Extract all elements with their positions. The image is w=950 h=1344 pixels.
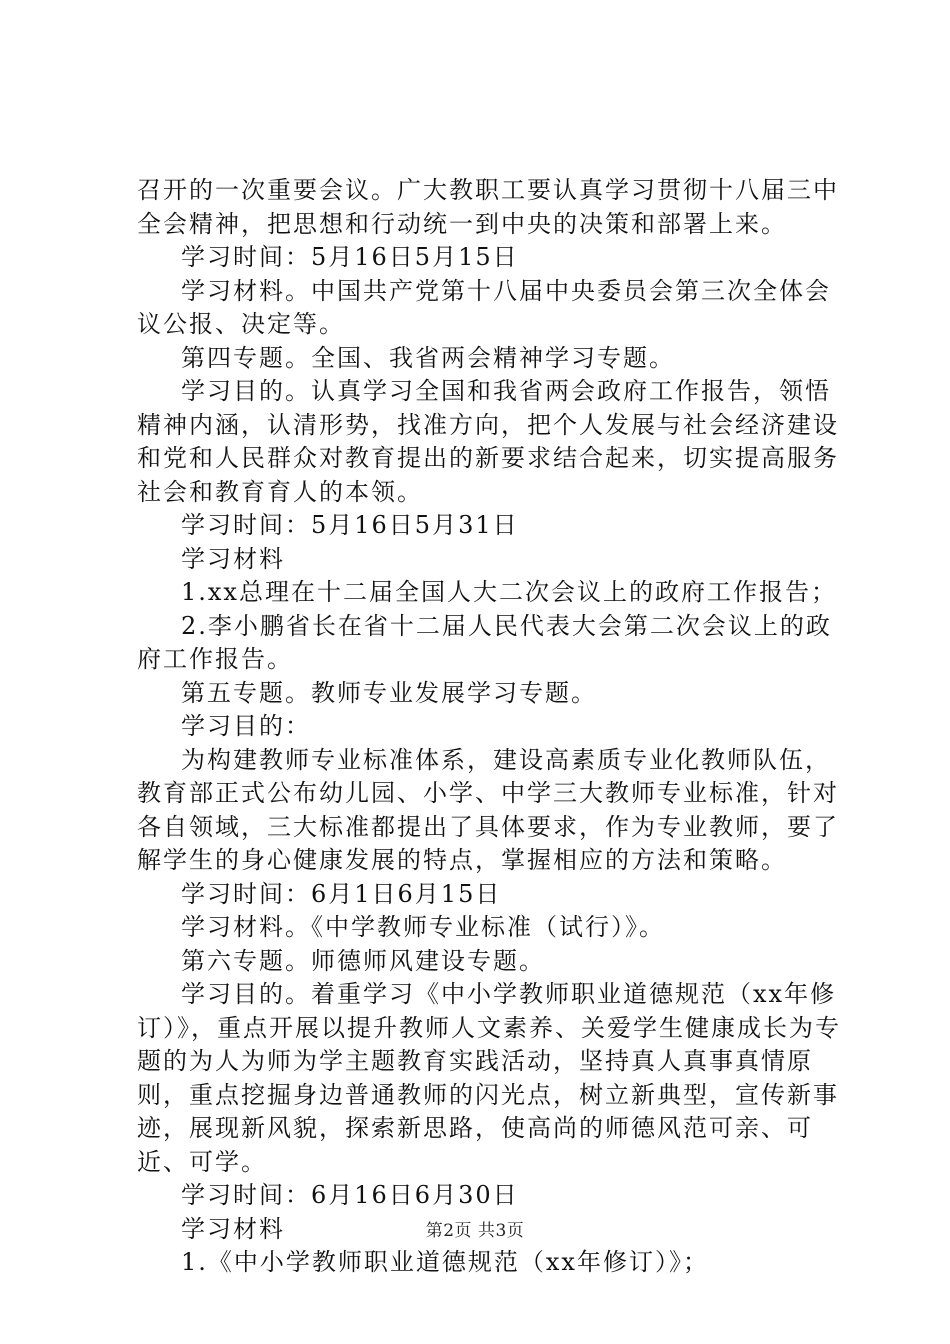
body-paragraph: 1.《中小学教师职业道德规范（xx年修订）》；: [181, 1248, 709, 1276]
body-paragraph: 学习材料。《中学教师专业标准（试行）》。: [181, 913, 665, 941]
body-paragraph: 学习材料。中国共产党第十八届中央委员会第三次全体会议公报、决定等。: [137, 276, 831, 338]
body-paragraph: 学习材料: [181, 544, 285, 573]
body-paragraph: 第五专题。教师专业发展学习专题。: [181, 678, 597, 707]
body-paragraph: 学习目的。着重学习《中小学教师职业道德规范（xx年修订）》，重点开展以提升教师人文素养、关爱学生健康成长为专题的为人为师为学主题教育实践活动，坚持真人真事真情原则，重点挖掘身边普通教师的闪光点，树立新典型，宣传新事迹，展现新风貌，探索新思路，使高尚的师德风范可亲、可近、可学。: [137, 980, 841, 1176]
body-paragraph: 学习时间：5月16日5月15日: [181, 243, 519, 271]
page-footer: 第2页 共3页: [425, 1221, 525, 1241]
body-paragraph: 第六专题。师德师风建设专题。: [181, 946, 545, 975]
body-paragraph: 召开的一次重要会议。广大教职工要认真学习贯彻十八届三中全会精神，把思想和行动统一到中央的决策和部署上来。: [137, 176, 839, 238]
body-paragraph: 2.李小鹏省长在省十二届人民代表大会第二次会议上的政府工作报告。: [137, 611, 832, 673]
body-paragraph: 学习时间：6月1日6月15日: [181, 879, 502, 908]
body-paragraph: 为构建教师专业标准体系，建设高素质专业化教师队伍，教育部正式公布幼儿园、小学、中学三大教师专业标准，针对各自领域，三大标准都提出了具体要求，作为专业教师，要了解学生的身心健康发展的特点，掌握相应的方法和策略。: [137, 745, 839, 874]
body-paragraph: 学习目的。认真学习全国和我省两会政府工作报告，领悟精神内涵，认清形势，找准方向，把个人发展与社会经济建设和党和人民群众对教育提出的新要求结合起来，切实提高服务社会和教育育人的本领。: [137, 377, 839, 506]
body-paragraph: 1.xx总理在十二届全国人大二次会议上的政府工作报告；: [181, 578, 837, 606]
body-paragraph: 学习时间：5月16日5月31日: [181, 511, 519, 539]
body-paragraph: 学习目的：: [181, 712, 311, 740]
body-paragraph: 第四专题。全国、我省两会精神学习专题。: [181, 343, 675, 372]
body-paragraph: 学习时间：6月16日6月30日: [181, 1181, 519, 1209]
document-body: [137, 174, 849, 1280]
body-paragraph: 学习材料: [181, 1214, 285, 1243]
